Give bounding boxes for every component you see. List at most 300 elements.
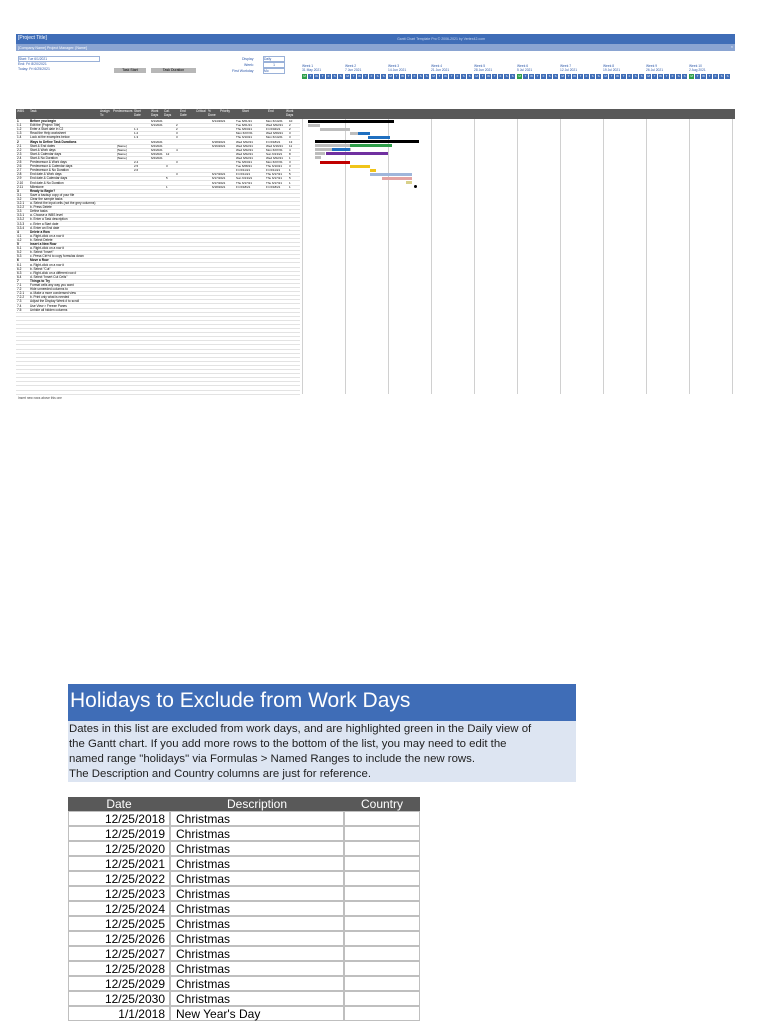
project-title[interactable]: [Project Title]: [18, 35, 47, 41]
task-cell-cdays: 1: [166, 184, 168, 189]
task-cell-task: b. Press Delete: [30, 205, 52, 210]
task-cell-s: Tue 6/08/21: [236, 164, 252, 169]
day-cell: M: [518, 74, 521, 78]
col-cal-days: Cal. Days: [164, 109, 172, 117]
day-cell: T: [653, 74, 656, 78]
day-cell: S: [505, 74, 508, 78]
description-line-2: the Gantt chart. If you add more rows to the bottom of the list, you may need to edit the: [69, 738, 507, 750]
task-bar: [308, 124, 320, 127]
task-cell-task: c. Right-click on a different row #: [30, 270, 77, 275]
holiday-country-cell[interactable]: [344, 961, 420, 976]
task-cell-start: 6/2/2021: [151, 147, 163, 152]
task-cell-e: Thu 6/17/21: [266, 172, 283, 177]
holiday-country-cell[interactable]: [344, 916, 420, 931]
day-cell: T: [665, 74, 668, 78]
col-end: End: [268, 109, 274, 113]
day-cell: S: [683, 74, 686, 78]
task-cell-wbs: 2.8: [17, 172, 22, 177]
holiday-description-cell[interactable]: Christmas: [170, 826, 344, 841]
holiday-country-cell[interactable]: [344, 976, 420, 991]
holiday-date-cell[interactable]: 12/25/2024: [68, 901, 170, 916]
holiday-description-cell[interactable]: Christmas: [170, 871, 344, 886]
holiday-country-cell[interactable]: [344, 991, 420, 1006]
holiday-description-cell[interactable]: Christmas: [170, 856, 344, 871]
task-cell-wd: 1: [289, 168, 291, 173]
task-cell-task: b. Select "Insert": [30, 250, 54, 255]
task-cell-task: a. Make a more condensed view: [30, 291, 76, 296]
day-cell: W: [530, 74, 534, 78]
task-cell-task: Save a backup copy of your file: [30, 192, 75, 197]
week-label: Week 9: [646, 64, 658, 68]
holiday-date-cell[interactable]: 12/25/2027: [68, 946, 170, 961]
task-cell-wd: 3: [289, 160, 291, 164]
task-cell-cdays: 3: [166, 164, 168, 169]
task-cell-wd: 2: [289, 127, 291, 132]
task-cell-task: c. Enter a Start date: [30, 221, 59, 226]
week-input[interactable]: 1: [263, 62, 285, 68]
holiday-date-cell[interactable]: 12/25/2029: [68, 976, 170, 991]
holiday-description-cell[interactable]: Christmas: [170, 931, 344, 946]
holiday-date-cell[interactable]: 12/25/2022: [68, 871, 170, 886]
task-cell-cdays: 12: [166, 151, 170, 156]
task-cell-task: Predecessor & Calendar days: [30, 164, 73, 169]
week-header: [302, 64, 321, 72]
task-cell-task: c. Press Ctrl+d to copy formulas down: [30, 254, 84, 259]
close-icon[interactable]: ×: [730, 45, 733, 49]
holiday-description-cell[interactable]: Christmas: [170, 976, 344, 991]
day-cell: W: [358, 74, 362, 78]
holiday-description-cell[interactable]: Christmas: [170, 841, 344, 856]
task-cell-e: Fri 6/11/21: [266, 168, 281, 173]
col-start-date: Start Date: [134, 109, 141, 117]
task-cell-task: Start & Calendar days: [30, 151, 62, 156]
task-cell-task: Look at the examples below: [30, 135, 70, 140]
first-workday-select[interactable]: Mo: [263, 68, 285, 74]
week-date: 28 Jun 2021: [474, 68, 493, 72]
empty-row[interactable]: [16, 390, 300, 395]
task-cell-e: Wed 6/02/21: [266, 155, 283, 160]
day-cell: S: [634, 74, 637, 78]
task-cell-task: d. Enter an End date: [30, 225, 60, 230]
task-cell-task: Ready to Begin?: [30, 188, 56, 193]
task-cell-pred: 2.5: [134, 164, 139, 169]
task-cell-wd: 3: [289, 131, 291, 136]
holidays-banner: [68, 684, 576, 721]
day-cell: S: [591, 74, 594, 78]
week-date: 14 Jun 2021: [388, 68, 407, 72]
holiday-date-cell[interactable]: 12/25/2021: [68, 856, 170, 871]
holiday-country-cell[interactable]: [344, 811, 420, 826]
task-bar: [406, 181, 412, 184]
holiday-country-cell[interactable]: [344, 826, 420, 841]
holiday-country-cell[interactable]: [344, 856, 420, 871]
day-cell: S: [511, 74, 514, 78]
task-cell-wdays: 4: [176, 147, 178, 152]
holiday-row[interactable]: [68, 811, 420, 826]
task-cell-wd: 8: [289, 151, 291, 156]
task-cell-wdays: 2: [176, 123, 178, 128]
task-cell-wd: 13: [289, 139, 293, 144]
week-label: Week 7: [560, 64, 572, 68]
task-cell-pred: 2.4: [134, 160, 139, 164]
holiday-country-cell[interactable]: [344, 1006, 420, 1021]
day-cell: S: [554, 74, 557, 78]
milestone-marker: [414, 185, 417, 188]
task-cell-end: 6/18/2021: [212, 139, 226, 144]
holiday-country-cell[interactable]: [344, 886, 420, 901]
day-cell: W: [659, 74, 663, 78]
task-bar: [358, 132, 370, 135]
task-cell-e: Mon 6/14/21: [266, 119, 283, 123]
task-cell-wbs: 3: [17, 188, 19, 193]
task-cell-task: b. Print only what is needed: [30, 295, 70, 300]
task-cell-start: 6/1/2021: [151, 119, 163, 123]
task-cell-wdays: 2: [176, 127, 178, 132]
holiday-row[interactable]: [68, 931, 420, 946]
task-cell-wdays: 3: [176, 172, 178, 177]
day-cell: S: [726, 74, 729, 78]
holiday-date-cell[interactable]: 12/25/2030: [68, 991, 170, 1006]
day-cell: T: [395, 74, 398, 78]
task-cell-wbs: 2.6: [17, 164, 22, 169]
holiday-date-cell[interactable]: 12/25/2019: [68, 826, 170, 841]
task-cell-task: Predecessor & No Duration: [30, 168, 69, 173]
task-cell-task: End date & No Duration: [30, 180, 64, 185]
day-cell: M: [647, 74, 650, 78]
day-cell: F: [499, 74, 502, 78]
week-label: Week 4: [431, 64, 443, 68]
task-cell-s: Thu 6/17/21: [236, 180, 253, 185]
col-priority: Priority: [220, 109, 230, 113]
day-cell: T: [352, 74, 355, 78]
task-cell-e: Sun 6/13/21: [266, 151, 283, 156]
task-cell-wbs: 4.1: [17, 233, 22, 238]
task-cell-wd: 3: [289, 135, 291, 140]
task-cell-s: Thu 6/03/21: [236, 127, 253, 132]
task-cell-wbs: 6: [17, 258, 19, 263]
task-cell-task: b. Enter a Task description: [30, 217, 68, 222]
task-cell-s: Wed 6/02/21: [236, 147, 253, 152]
holiday-description-cell[interactable]: Christmas: [170, 886, 344, 901]
task-cell-task: Predecessor & Work days: [30, 160, 67, 164]
holiday-description-cell[interactable]: Christmas: [170, 946, 344, 961]
task-cell-e: Wed 6/02/21: [266, 123, 283, 128]
task-cell-s: Fri 6/11/21: [236, 172, 251, 177]
week-date: 12 Jul 2021: [560, 68, 578, 72]
day-cell: T: [708, 74, 711, 78]
task-cell-wd: 3: [289, 164, 291, 169]
holidays-description: [68, 721, 576, 782]
task-cell-wd: 1: [289, 155, 291, 160]
task-cell-e: Mon 6/07/21: [266, 160, 283, 164]
task-cell-wbs: 2.10: [17, 180, 24, 185]
day-cell: M: [303, 74, 306, 78]
holiday-date-cell[interactable]: 1/1/2018: [68, 1006, 170, 1021]
week-header: [388, 64, 406, 72]
description-line-1: Dates in this list are excluded from work days, and are highlighted green in the Daily view of: [69, 723, 532, 735]
task-cell-end: 6/17/2021: [212, 172, 226, 177]
task-cell-task: Format cells any way you want: [30, 283, 74, 287]
task-cell-wbs: 3.1: [17, 192, 22, 197]
task-bar: [326, 152, 388, 155]
task-cell-end: 6/18/2021: [212, 184, 226, 189]
task-cell-wbs: 2.2: [17, 147, 22, 152]
holiday-date-cell[interactable]: 12/25/2020: [68, 841, 170, 856]
task-cell-task: Before you begin: [30, 119, 57, 123]
task-cell-wbs: 2.9: [17, 176, 22, 181]
gantt-subtitle-bar: [16, 44, 735, 51]
day-cell: F: [327, 74, 330, 78]
task-cell-wd: 10: [289, 119, 293, 123]
task-cell-wbs: 7.5: [17, 307, 22, 312]
task-cell-start: 6/2/2021: [151, 143, 163, 148]
holiday-row[interactable]: [68, 1006, 420, 1021]
task-cell-wbs: 1.2: [17, 127, 22, 132]
week-label: Week 2: [345, 64, 357, 68]
end-date-label: End: Fri 8/20/2021: [18, 62, 47, 66]
task-bar: [370, 173, 412, 176]
display-select[interactable]: Daily: [263, 56, 285, 62]
holiday-country-cell[interactable]: [344, 841, 420, 856]
day-cell: T: [696, 74, 699, 78]
task-cell-start: 6/1/2021: [151, 123, 163, 128]
task-bar: [320, 128, 350, 131]
holiday-date-cell[interactable]: 12/25/2023: [68, 886, 170, 901]
task-cell-wbs: 5.3: [17, 254, 22, 259]
holiday-row[interactable]: [68, 886, 420, 901]
task-cell-wbs: 2.11: [17, 184, 23, 189]
week-header: [689, 64, 706, 72]
col-predecessors: Predecessors: [113, 109, 133, 113]
day-cell: S: [382, 74, 385, 78]
col-assign: Assign To: [100, 109, 110, 117]
task-cell-task: Use View > Freeze Panes: [30, 303, 67, 308]
task-cell-s: Tue 6/01/21: [236, 119, 252, 123]
day-cell: T: [610, 74, 613, 78]
task-cell-wbs: 3.2: [17, 196, 22, 201]
task-cell-s: Fri 6/11/21: [236, 168, 251, 173]
day-cell: S: [339, 74, 342, 78]
task-bar: [350, 165, 370, 168]
week-label: Week 6: [517, 64, 529, 68]
day-cell: S: [376, 74, 379, 78]
task-cell-assign: [Name]: [117, 147, 127, 152]
day-cell: F: [628, 74, 631, 78]
day-cell: S: [597, 74, 600, 78]
task-cell-assign: [Name]: [117, 151, 127, 156]
week-header: [603, 64, 620, 72]
task-cell-e: Mon 6/14/21: [266, 135, 283, 140]
day-cell: W: [401, 74, 405, 78]
holiday-date-cell[interactable]: 12/25/2025: [68, 916, 170, 931]
task-bar: [370, 169, 376, 172]
task-bar: [315, 156, 321, 159]
task-cell-task: Move a Row: [30, 258, 49, 263]
task-cell-task: Start & Work days: [30, 147, 56, 152]
holiday-date-cell[interactable]: 12/25/2026: [68, 931, 170, 946]
task-cell-wdays: 3: [176, 131, 178, 136]
holiday-description-cell[interactable]: Christmas: [170, 811, 344, 826]
task-cell-wd: 2: [289, 123, 291, 128]
task-cell-wd: 5: [289, 176, 291, 181]
task-cell-wbs: 3.2.2: [17, 205, 25, 210]
header-description[interactable]: Description: [170, 797, 344, 811]
day-cell: F: [370, 74, 373, 78]
task-cell-task: Read the Help worksheet: [30, 131, 66, 136]
task-cell-assign: [Name]: [117, 155, 127, 160]
task-cell-wbs: 7.4: [17, 303, 22, 308]
holiday-description-cell[interactable]: Christmas: [170, 901, 344, 916]
task-cell-wbs: 2.1: [17, 143, 22, 148]
task-cell-wbs: 3.2.1: [17, 201, 25, 205]
holiday-row[interactable]: [68, 961, 420, 976]
task-cell-wdays: 3: [176, 135, 178, 140]
holiday-row[interactable]: [68, 946, 420, 961]
task-start-group-header: Task Start: [114, 68, 146, 73]
holiday-description-cell[interactable]: Christmas: [170, 961, 344, 976]
col-work-days: Work Days: [151, 109, 159, 117]
week-header: [345, 64, 361, 72]
task-cell-wbs: 2.4: [17, 155, 22, 160]
task-cell-cdays: 5: [166, 176, 168, 181]
task-cell-end: 6/17/2021: [212, 176, 226, 181]
day-cell: F: [542, 74, 545, 78]
holiday-date-cell[interactable]: 12/25/2018: [68, 811, 170, 826]
task-cell-s: Thu 6/10/21: [236, 135, 253, 140]
description-line-3: named range "holidays" via Formulas > Named Ranges to include the new rows.: [69, 753, 476, 765]
task-bar: [315, 152, 325, 155]
task-cell-task: Insert a New Row: [30, 242, 57, 246]
day-cell: T: [481, 74, 484, 78]
task-cell-wbs: 7.2.2: [17, 295, 25, 300]
day-cell: F: [714, 74, 717, 78]
col-percent-done: % Done: [208, 109, 216, 117]
holiday-country-cell[interactable]: [344, 931, 420, 946]
start-date-field[interactable]: Start: Tue 6/1/2021: [18, 56, 100, 62]
task-cell-e: Wed 6/09/21: [266, 131, 283, 136]
task-cell-s: Fri 6/18/21: [236, 184, 251, 189]
task-cell-end: 6/14/2021: [212, 119, 226, 123]
holiday-row[interactable]: [68, 841, 420, 856]
holiday-row[interactable]: [68, 856, 420, 871]
day-cell: T: [438, 74, 441, 78]
holiday-row[interactable]: [68, 871, 420, 886]
task-cell-s: Thu 6/03/21: [236, 160, 253, 164]
task-cell-task: Define tasks: [30, 209, 48, 214]
day-cell: T: [536, 74, 539, 78]
task-cell-task: a. Select the input cells (not the grey columns): [30, 201, 96, 205]
task-cell-e: Thu 6/10/21: [266, 164, 283, 169]
week-header: [431, 64, 449, 72]
holiday-country-cell[interactable]: [344, 901, 420, 916]
day-cell: W: [702, 74, 706, 78]
task-cell-s: Mon 6/07/21: [236, 131, 253, 136]
day-cell: S: [333, 74, 336, 78]
day-cell: F: [585, 74, 588, 78]
week-header: [560, 64, 577, 72]
col-task: Task: [30, 109, 37, 113]
task-cell-task: a. Right-click on a row #: [30, 262, 65, 267]
day-cell: M: [690, 74, 693, 78]
task-cell-task: End date & Work days: [30, 172, 62, 177]
header-date[interactable]: Date: [68, 797, 170, 811]
task-cell-wbs: 3.3.4: [17, 225, 25, 230]
holiday-description-cell[interactable]: Christmas: [170, 991, 344, 1006]
holiday-row[interactable]: [68, 976, 420, 991]
col-work-days-total: Work Days: [286, 109, 294, 117]
task-cell-task: Milestone: [30, 184, 44, 189]
day-cell: M: [561, 74, 564, 78]
holiday-row[interactable]: [68, 916, 420, 931]
holiday-country-cell[interactable]: [344, 946, 420, 961]
col-end-date: End Date: [180, 109, 187, 117]
task-cell-wd: 1: [289, 180, 291, 185]
day-cell: S: [468, 74, 471, 78]
day-cell: M: [604, 74, 607, 78]
task-cell-task: Things to Try: [30, 278, 51, 283]
week-label: Week 3: [388, 64, 400, 68]
task-cell-wd: 5: [289, 172, 291, 177]
task-cell-e: Fri 6/18/21: [266, 184, 281, 189]
task-cell-task: Delete a Row: [30, 229, 50, 234]
holiday-date-cell[interactable]: 12/25/2028: [68, 961, 170, 976]
holiday-row[interactable]: [68, 901, 420, 916]
holidays-title: Holidays to Exclude from Work Days: [70, 689, 411, 712]
task-cell-wbs: 5.2: [17, 250, 22, 255]
day-cell: W: [444, 74, 448, 78]
task-cell-task: d. Select "Insert Cut Cells": [30, 274, 68, 279]
holiday-country-cell[interactable]: [344, 871, 420, 886]
task-cell-end: 6/16/2021: [212, 143, 226, 148]
day-cell: T: [493, 74, 496, 78]
description-line-4: The Description and Country columns are just for reference.: [69, 768, 371, 780]
task-cell-wbs: 3.3.3: [17, 221, 25, 226]
task-cell-s: Wed 6/02/21: [236, 151, 253, 156]
task-cell-start: 6/2/2021: [151, 151, 163, 156]
col-critical: Critical: [196, 109, 206, 113]
task-cell-end: 6/17/2021: [212, 180, 226, 185]
header-country[interactable]: Country: [344, 797, 420, 811]
task-cell-wbs: 3.3: [17, 209, 22, 214]
task-cell-wbs: 7.2.1: [17, 291, 25, 296]
task-cell-wbs: 1.3: [17, 131, 22, 136]
holiday-row[interactable]: [68, 991, 420, 1006]
holiday-description-cell[interactable]: New Year's Day: [170, 1006, 344, 1021]
day-cell: T: [622, 74, 625, 78]
week-header: [474, 64, 492, 72]
day-cell: W: [616, 74, 620, 78]
task-cell-task: Edit the [Project Title]: [30, 123, 61, 128]
task-cell-task: b. Select Delete: [30, 237, 53, 242]
task-cell-wbs: 6.1: [17, 262, 22, 267]
holiday-description-cell[interactable]: Christmas: [170, 916, 344, 931]
company-line[interactable]: [Company Name] Project Manager: [Name]: [18, 45, 87, 50]
gantt-title-bar: [16, 34, 735, 44]
first-workday-label: First Workday: [232, 69, 254, 73]
day-cell: M: [346, 74, 349, 78]
task-cell-wbs: 1.1: [17, 123, 22, 128]
task-cell-e: Mon 6/07/21: [266, 147, 283, 152]
column-header-bar: [16, 109, 735, 119]
insert-rows-note: Insert new rows above this one: [18, 396, 62, 400]
task-cell-wbs: 3.3.2: [17, 217, 25, 222]
task-cell-wbs: 4.2: [17, 237, 22, 242]
task-cell-task: Adjust the Display Week # to scroll: [30, 299, 80, 304]
day-cell: T: [579, 74, 582, 78]
holiday-row[interactable]: [68, 826, 420, 841]
task-cell-wbs: 7: [17, 278, 19, 283]
task-cell-e: Fri 6/04/21: [266, 127, 281, 132]
